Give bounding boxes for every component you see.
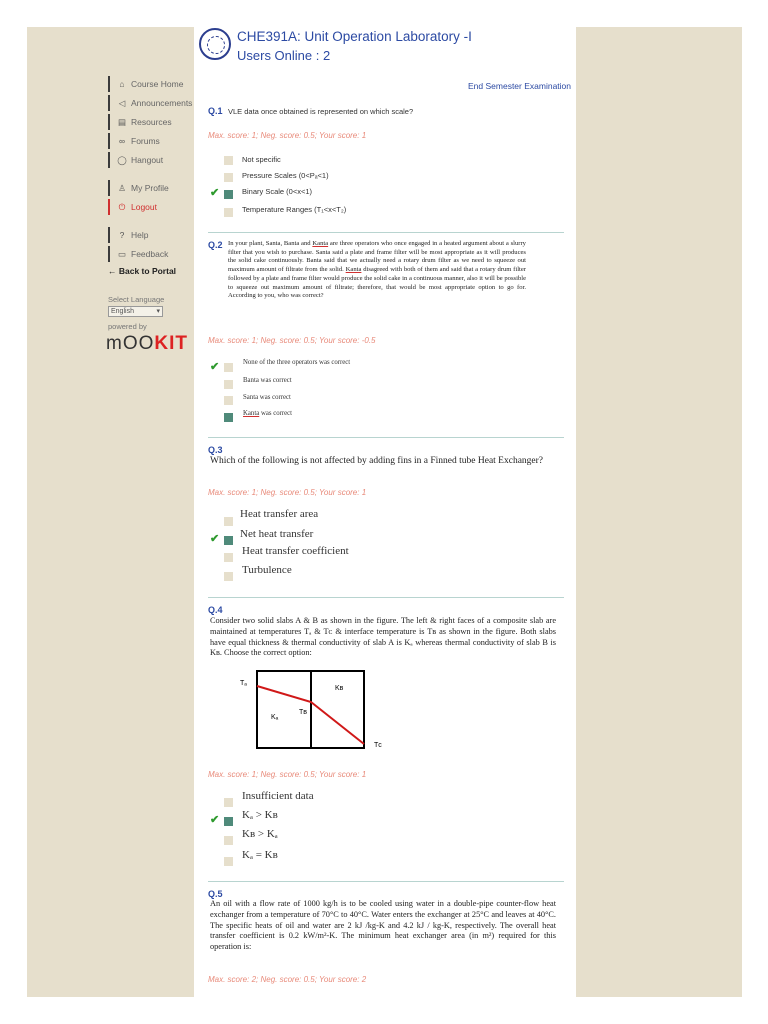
option-checkbox[interactable] bbox=[224, 363, 233, 372]
users-online: Users Online : 2 bbox=[237, 48, 331, 63]
nav-help[interactable]: ? Help bbox=[108, 227, 148, 243]
option-checkbox[interactable] bbox=[224, 836, 233, 845]
option-checkbox[interactable] bbox=[224, 380, 233, 389]
option-checkbox[interactable] bbox=[224, 517, 233, 526]
course-header bbox=[199, 28, 569, 68]
option-label: Insufficient data bbox=[242, 790, 314, 802]
score-info: Max. score: 1; Neg. score: 0.5; Your score: -0.5 bbox=[208, 336, 376, 345]
fig-label-kb: Kʙ bbox=[335, 685, 344, 692]
question-text: VLE data once obtained is represented on which scale? bbox=[228, 107, 414, 116]
question-number: Q.5 bbox=[208, 889, 223, 899]
option-label: None of the three operators was correct bbox=[243, 359, 351, 366]
option-label: Not specific bbox=[242, 155, 281, 164]
nav-logout[interactable]: ⏻ Logout bbox=[108, 199, 157, 215]
option-label: Turbulence bbox=[242, 564, 292, 576]
chevron-down-icon: ▾ bbox=[156, 308, 160, 315]
home-icon: ⌂ bbox=[119, 79, 125, 89]
composite-slab-figure bbox=[232, 666, 392, 756]
arrow-left-icon: ← bbox=[108, 266, 119, 276]
score-info: Max. score: 1; Neg. score: 0.5; Your score: 1 bbox=[208, 770, 367, 779]
option-checkbox-selected[interactable] bbox=[224, 413, 233, 422]
option-label: Kanta was correct bbox=[243, 410, 293, 417]
option-checkbox[interactable] bbox=[224, 396, 233, 405]
users-icon: ∞ bbox=[118, 136, 126, 146]
option-checkbox[interactable] bbox=[224, 572, 233, 581]
option-checkbox[interactable] bbox=[224, 208, 233, 217]
fig-label-ta: Tₐ bbox=[240, 680, 247, 687]
score-info: Max. score: 2; Neg. score: 0.5; Your score: 2 bbox=[208, 975, 367, 984]
divider bbox=[208, 881, 564, 882]
option-checkbox[interactable] bbox=[224, 173, 233, 182]
option-label: Kₐ > Kʙ bbox=[242, 809, 278, 821]
institute-logo bbox=[199, 28, 231, 60]
select-language-label: Select Language bbox=[108, 295, 165, 304]
help-icon: ? bbox=[119, 230, 125, 240]
question-number: Q.4 bbox=[208, 605, 223, 615]
option-checkbox-selected[interactable] bbox=[224, 536, 233, 545]
score-info: Max. score: 1; Neg. score: 0.5; Your score: 1 bbox=[208, 488, 367, 497]
right-panel-background bbox=[576, 27, 742, 997]
profile-icon: ♙ bbox=[118, 183, 126, 193]
question-text: In your plant, Santa, Banta and Kanta are three operators who once engaged in a heated argument about a slurry filter that you wish to purchase. Santa said a plate and frame filter will be most appropriate as it will produces the solid cake continuously. Banta said that we actually need a rotary drum filter as we need to squeeze out maximum amount of filtrate from the solid. Kanta disagreed with both of them and said that a rotary drum filter followed by a plate and frame filter would produce the solid cake in a continuous manner, also it will be possible to squeeze out maximum amount of filtrate; therefore, that would be most appropriate option to go for. According to you, who was correct? bbox=[228, 240, 526, 300]
nav-feedback[interactable]: ▭ Feedback bbox=[108, 246, 168, 262]
score-info: Max. score: 1; Neg. score: 0.5; Your score: 1 bbox=[208, 131, 367, 140]
option-label: Pressure Scales (0<Pₐ<1) bbox=[242, 171, 329, 180]
left-panel-background bbox=[27, 27, 194, 997]
option-label: Heat transfer area bbox=[240, 508, 319, 520]
option-checkbox-selected[interactable] bbox=[224, 817, 233, 826]
divider bbox=[208, 232, 564, 233]
mookit-logo: mOOKIT bbox=[106, 333, 188, 354]
option-checkbox-selected[interactable] bbox=[224, 190, 233, 199]
divider bbox=[208, 597, 564, 598]
question-number: Q.1 bbox=[208, 106, 223, 116]
nav-announcements[interactable]: ◁ Announcements bbox=[108, 95, 192, 111]
nav-resources[interactable]: ▤ Resources bbox=[108, 114, 172, 130]
nav-forums[interactable]: ∞ Forums bbox=[108, 133, 160, 149]
fig-label-ka: Kₐ bbox=[271, 714, 279, 721]
book-icon: ▤ bbox=[117, 117, 127, 127]
option-checkbox[interactable] bbox=[224, 156, 233, 165]
language-select[interactable]: English ▾ bbox=[108, 306, 163, 317]
power-icon: ⏻ bbox=[118, 202, 126, 212]
feedback-icon: ▭ bbox=[117, 249, 127, 259]
fig-label-tb: Tʙ bbox=[299, 709, 307, 716]
question-text: Consider two solid slabs A & B as shown in the figure. The left & right faces of a composite slab are maintained at temperatures Tₐ & Tᴄ & interface temperature is Tʙ as shown in the figure. Both slabs have equal thickness & thermal conductivity of slab A is Kₐ whereas thermal conductivity of slab B is Kʙ. Choose the correct option: bbox=[210, 616, 556, 658]
question-text: Which of the following is not affected by adding fins in a Finned tube Heat Exchanger? bbox=[210, 456, 544, 466]
option-checkbox[interactable] bbox=[224, 857, 233, 866]
option-checkbox[interactable] bbox=[224, 798, 233, 807]
option-checkbox[interactable] bbox=[224, 553, 233, 562]
question-text: An oil with a flow rate of 1000 kg/h is to be cooled using water in a double-pipe counter-flow heat exchanger from a temperature of 70°C to 40°C. Water enters the exchanger at 25°C and leaves at 40°C. The specific heats of oil and water are 2 kJ /kg-K and 4.2 kJ / kg-K, respectively. The overall heat transfer coefficient is 0.2 kW/m²-K. The minimum heat exchanger area (in m²) required for this operation is: bbox=[210, 899, 556, 952]
correct-check-icon: ✔ bbox=[210, 361, 220, 373]
option-label: Heat transfer coefficient bbox=[242, 545, 349, 557]
nav-my-profile[interactable]: ♙ My Profile bbox=[108, 180, 169, 196]
option-label: Temperature Ranges (T₁<x<T₂) bbox=[242, 205, 347, 214]
fig-label-tc: Tᴄ bbox=[374, 742, 382, 749]
correct-check-icon: ✔ bbox=[210, 533, 220, 545]
correct-check-icon: ✔ bbox=[210, 187, 220, 199]
option-label: Kₐ = Kʙ bbox=[242, 849, 278, 861]
powered-by-label: powered by bbox=[108, 322, 147, 331]
megaphone-icon: ◁ bbox=[118, 98, 126, 108]
divider bbox=[208, 437, 564, 438]
option-label: Binary Scale (0<x<1) bbox=[242, 187, 313, 196]
option-label: Santa was correct bbox=[243, 394, 291, 401]
course-title: CHE391A: Unit Operation Laboratory -I bbox=[237, 29, 472, 44]
nav-hangout[interactable]: ◯ Hangout bbox=[108, 152, 163, 168]
correct-check-icon: ✔ bbox=[210, 814, 220, 826]
question-number: Q.2 bbox=[208, 240, 223, 250]
option-label: Net heat transfer bbox=[240, 528, 314, 540]
exam-title: End Semester Examination bbox=[468, 81, 571, 91]
nav-course-home[interactable]: ⌂ Course Home bbox=[108, 76, 183, 92]
back-to-portal-link[interactable]: ← Back to Portal bbox=[108, 266, 177, 276]
option-label: Banta was correct bbox=[243, 377, 292, 384]
option-label: Kʙ > Kₐ bbox=[242, 828, 278, 840]
chat-icon: ◯ bbox=[117, 155, 127, 165]
question-number: Q.3 bbox=[208, 445, 223, 455]
